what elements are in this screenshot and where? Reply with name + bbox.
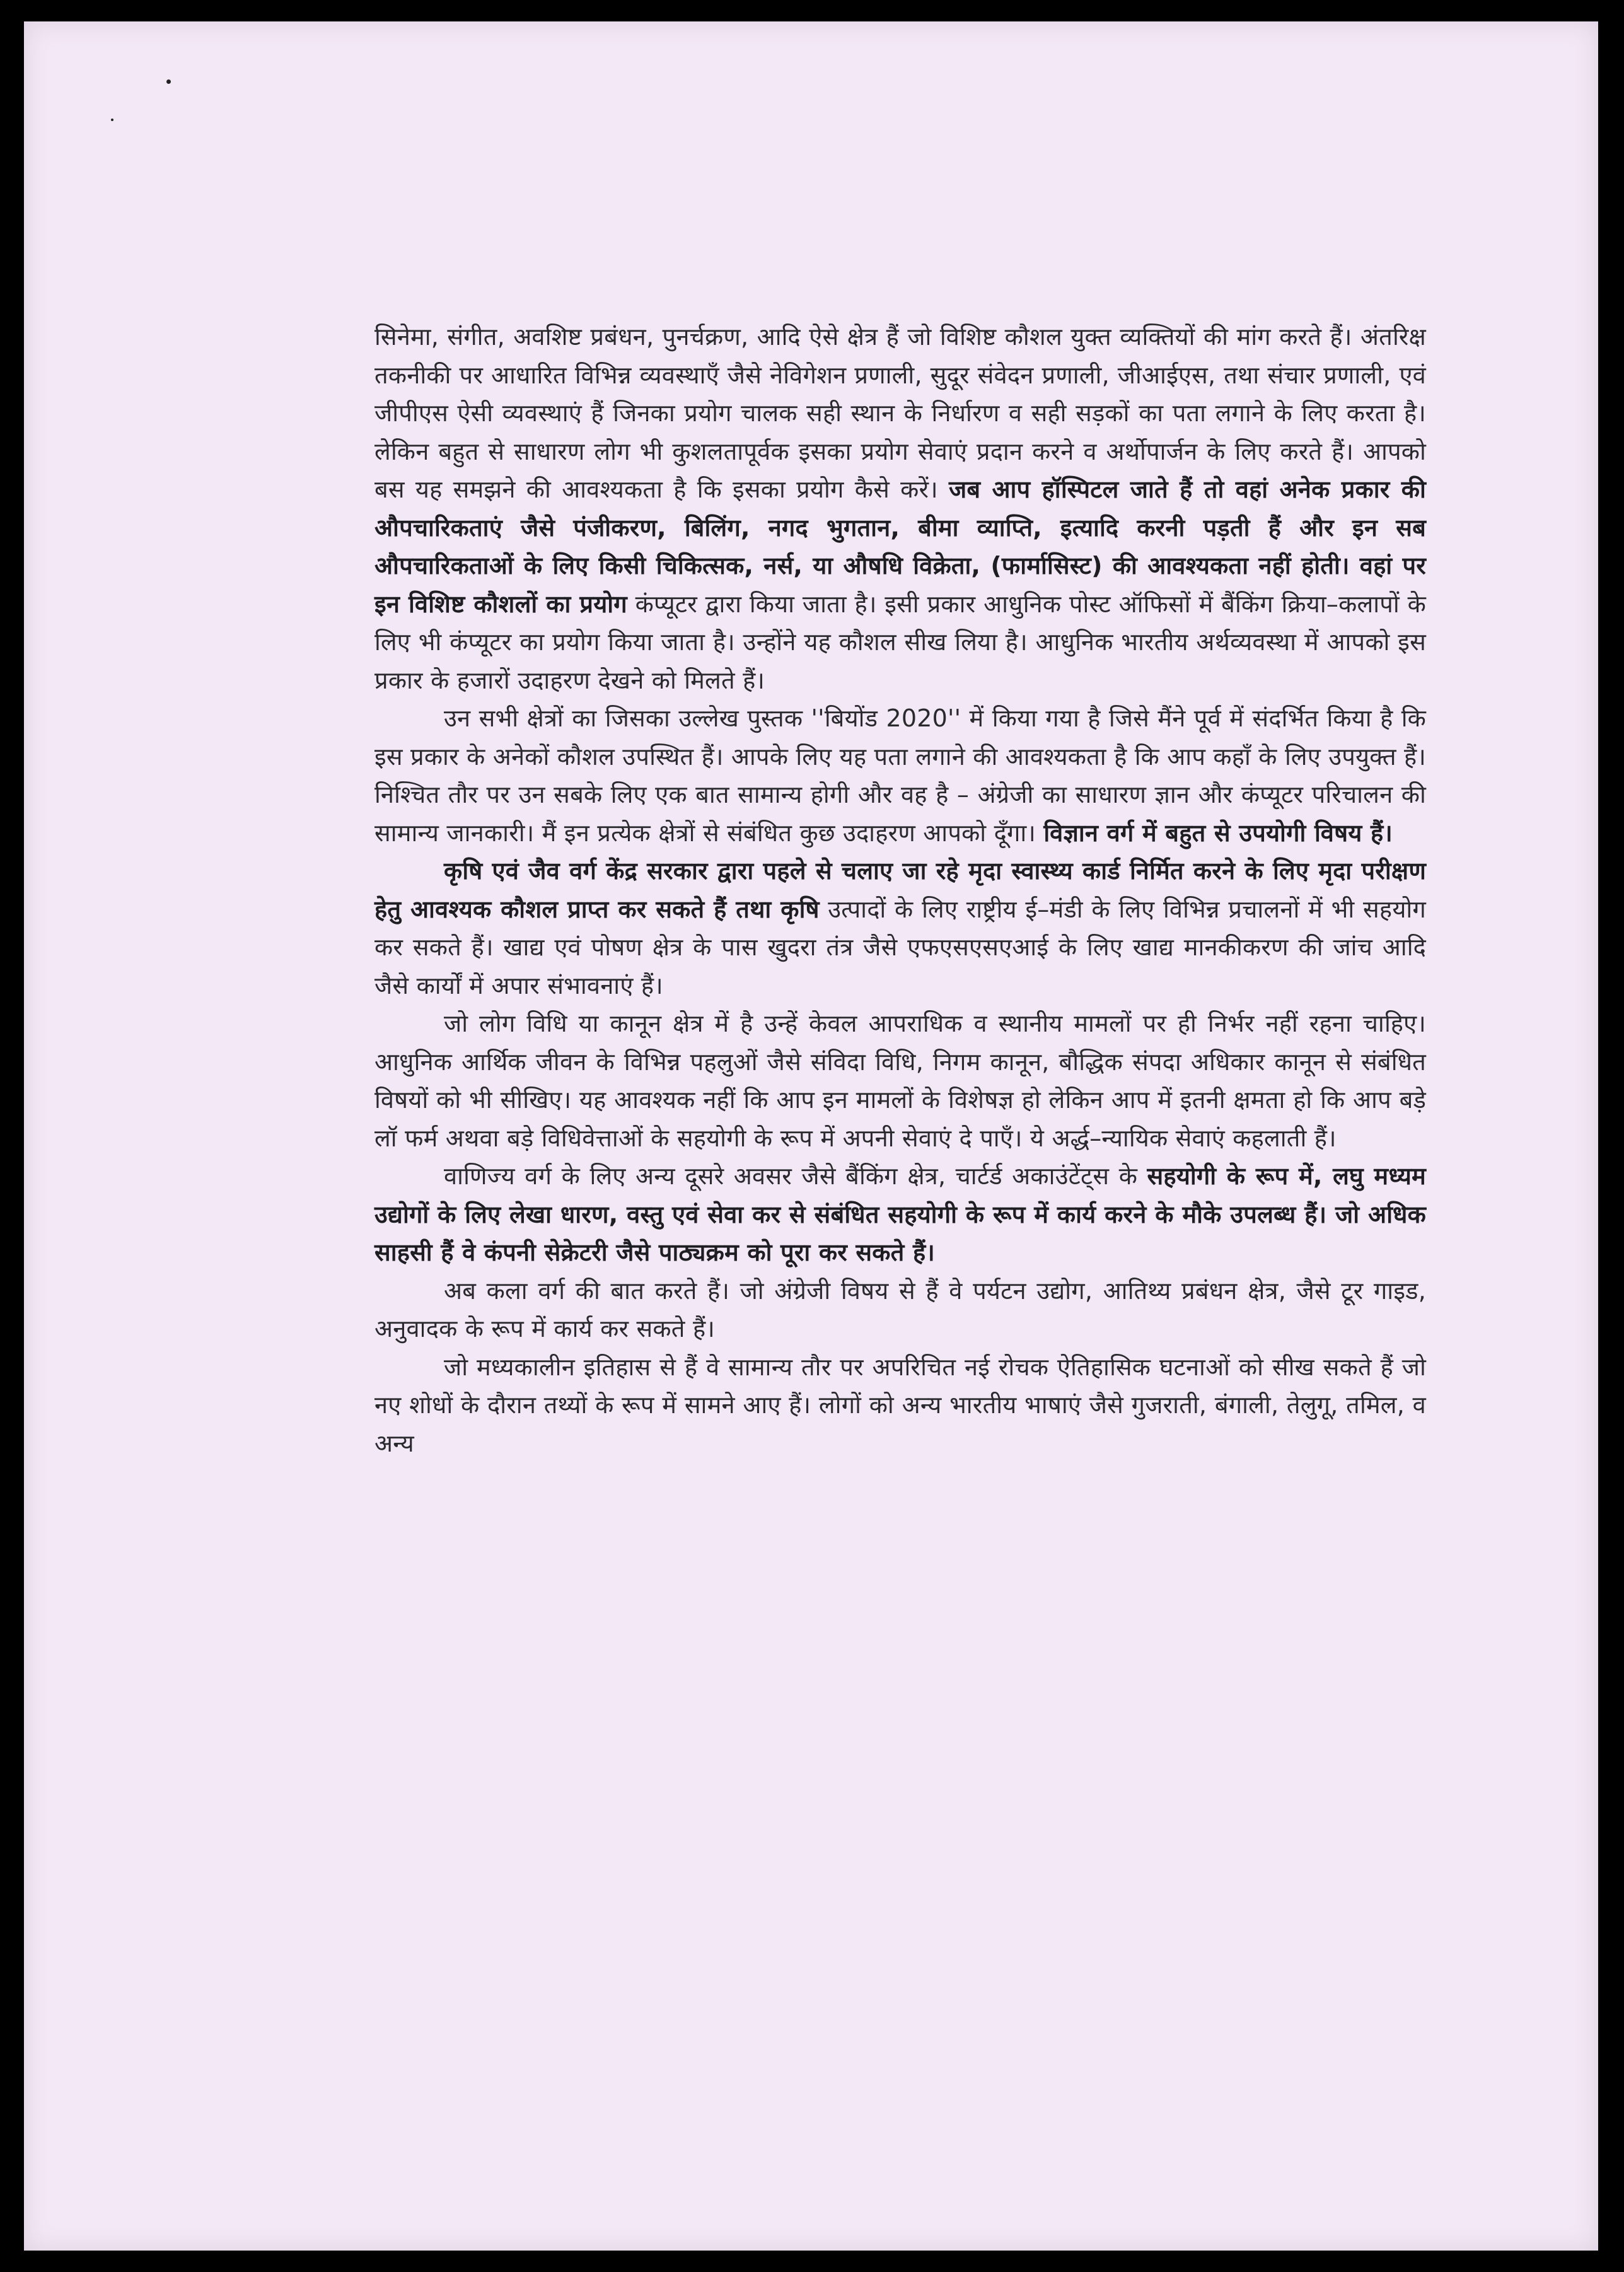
paragraph-3 (374, 852, 1426, 1005)
paragraph-text: जो लोग विधि या कानून क्षेत्र में है उन्हें केवल आपराधिक व स्थानीय मामलों पर ही निर्भर नहीं रहना चाहिए। आधुनिक आर्थिक जीवन के विभिन्न पहलुओं जैसे संविदा विधि, निगम कानून, बौद्धिक संपदा अधिकार कानून से संबंधित विषयों को भी सीखिए। यह आवश्यक नहीं कि आप इन मामलों के विशेषज्ञ हो लेकिन आप में इतनी क्षमता हो कि आप बड़े लॉ फर्म अथवा बड़े विधिवेत्ताओं के सहयोगी के रूप में अपनी सेवाएं दे पाएँ। ये अर्द्ध–न्यायिक सेवाएं कहलाती हैं। (374, 1010, 1426, 1152)
paragraph-text: अब कला वर्ग की बात करते हैं। जो अंग्रेजी विषय से हैं वे पर्यटन उद्योग, आतिथ्य प्रबंधन क्षेत्र, जैसे टूर गाइड, अनुवादक के रूप में कार्य कर सकते हैं। (374, 1276, 1426, 1343)
paragraph-bold-text: कृषि एवं जैव वर्ग केंद्र सरकार द्वारा पहले से चलाए जा रहे मृदा स्वास्थ्य कार्ड निर्मित करने के लिए मृदा परीक्षण हेतु आवश्यक कौशल प्राप्त कर सकते हैं तथा कृषि (374, 857, 1426, 923)
scan-speck (166, 79, 171, 84)
paragraph-4 (374, 1005, 1426, 1157)
paragraph-6 (374, 1272, 1426, 1348)
paragraph-text: जो मध्यकालीन इतिहास से हैं वे सामान्य तौर पर अपरिचित नई रोचक ऐतिहासिक घटनाओं को सीख सकते हैं जो नए शोधों के दौरान तथ्यों के रूप में सामने आए हैं। लोगों को अन्य भारतीय भाषाएं जैसे गुजराती, बंगाली, तेलुगू, तमिल, व अन्य (374, 1353, 1426, 1457)
paragraph-text: कंप्यूटर द्वारा किया जाता है। इसी प्रकार आधुनिक पोस्ट ऑफिसों में बैंकिंग क्रिया–कलापों के लिए भी कंप्यूटर का प्रयोग किया जाता है। उन्होंने यह कौशल सीख लिया है। आधुनिक भारतीय अर्थव्यवस्था में आपको इस प्रकार के हजारों उदाहरण देखने को मिलते हैं। (374, 590, 1426, 694)
paragraph-5 (374, 1157, 1426, 1272)
page-body (374, 318, 1426, 1462)
paragraph-bold-text: सहयोगी के रूप में, लघु मध्यम उद्योगों के लिए लेखा धारण, वस्तु एवं सेवा कर से संबंधित सहयोगी के रूप में कार्य करने के मौके उपलब्ध हैं। जो अधिक साहसी हैं वे कंपनी सेक्रेटरी जैसे पाठ्यक्रम को पूरा कर सकते हैं। (374, 1162, 1426, 1266)
paragraph-text: उत्पादों के लिए राष्ट्रीय ई–मंडी के लिए विभिन्न प्रचालनों में भी सहयोग कर सकते हैं। खाद्य एवं पोषण क्षेत्र के पास खुदरा तंत्र जैसे एफएसएसएआई के लिए खाद्य मानकीकरण की जांच आदि जैसे कार्यों में अपार संभावनाएं हैं। (374, 895, 1426, 999)
paragraph-1 (374, 318, 1426, 699)
scan-speck (111, 119, 113, 121)
paragraph-text: उन सभी क्षेत्रों का जिसका उल्लेख पुस्तक ''बियोंड 2020'' में किया गया है जिसे मैंने पूर्व में संदर्भित किया है कि इस प्रकार के अनेकों कौशल उपस्थित हैं। आपके लिए यह पता लगाने की आवश्यकता है कि आप कहाँ के लिए उपयुक्त हैं। निश्चित तौर पर उन सबके लिए एक बात सामान्य होगी और वह है – अंग्रेजी का साधारण ज्ञान और कंप्यूटर परिचालन की सामान्य जानकारी। मैं इन प्रत्येक क्षेत्रों से संबंधित कुछ उदाहरण आपको दूँगा। (374, 704, 1426, 847)
scanned-page (24, 21, 1598, 2251)
paragraph-2 (374, 699, 1426, 852)
paragraph-bold-text: जब आप हॉस्पिटल जाते हैं तो वहां अनेक प्रकार की औपचारिकताएं जैसे पंजीकरण, बिलिंग, नगद भुगतान, बीमा व्याप्ति, इत्यादि करनी पड़ती हैं और इन सब औपचारिकताओं के लिए किसी चिकित्सक, नर्स, या औषधि विक्रेता, (फार्मासिस्ट) की आवश्यकता नहीं होती। वहां पर इन विशिष्ट कौशलों का प्रयोग (374, 475, 1426, 618)
paragraph-text: सिनेमा, संगीत, अवशिष्ट प्रबंधन, पुनर्चक्रण, आदि ऐसे क्षेत्र हैं जो विशिष्ट कौशल युक्त व्यक्तियों की मांग करते हैं। अंतरिक्ष तकनीकी पर आधारित विभिन्न व्यवस्थाएँ जैसे नेविगेशन प्रणाली, सुदूर संवेदन प्रणाली, जीआईएस, तथा संचार प्रणाली, एवं जीपीएस ऐसी व्यवस्थाएं हैं जिनका प्रयोग चालक सही स्थान के निर्धारण व सही सड़कों का पता लगाने के लिए करता है। लेकिन बहुत से साधारण लोग भी कुशलतापूर्वक इसका प्रयोग सेवाएं प्रदान करने व अर्थोपार्जन के लिए करते हैं। आपको बस यह समझने की आवश्यकता है कि इसका प्रयोग कैसे करें। (374, 323, 1426, 503)
paragraph-7 (374, 1348, 1426, 1463)
paragraph-bold-text: विज्ञान वर्ग में बहुत से उपयोगी विषय हैं। (1043, 819, 1393, 847)
paragraph-text: वाणिज्य वर्ग के लिए अन्य दूसरे अवसर जैसे बैंकिंग क्षेत्र, चार्टर्ड अकाउंटेंट्स के (444, 1162, 1147, 1190)
